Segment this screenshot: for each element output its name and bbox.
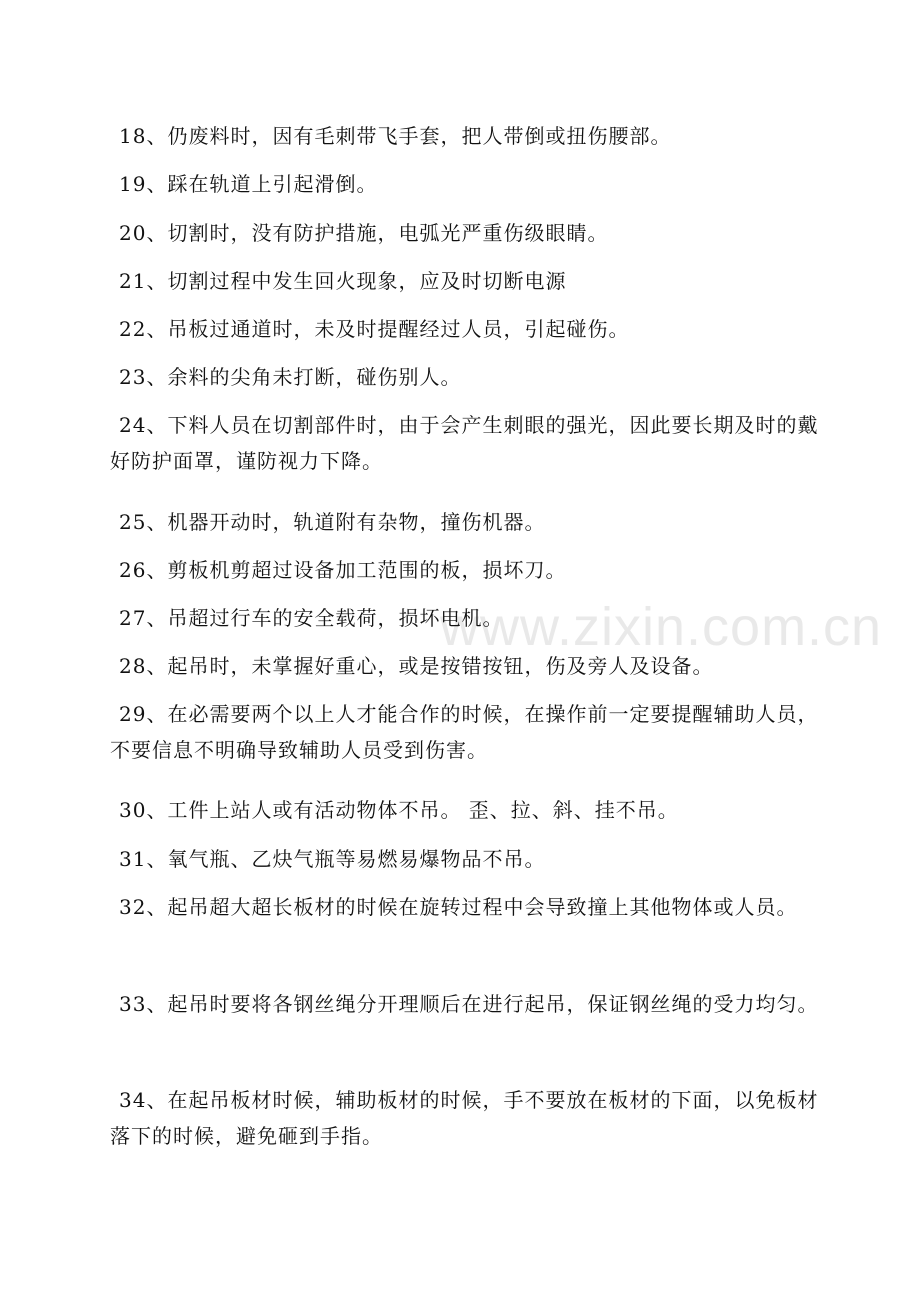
list-item: 26、剪板机剪超过设备加工范围的板，损坏刀。 (119, 558, 567, 582)
list-item: 31、氧气瓶、乙炔气瓶等易燃易爆物品不吊。 (119, 847, 546, 871)
list-item: 32、起吊超大超长板材的时候在旋转过程中会导致撞上其他物体或人员。 (119, 895, 798, 919)
list-item: 22、吊板过通道时，未及时提醒经过人员，引起碰伤。 (119, 317, 630, 341)
watermark: www.zixin.com.cn (440, 597, 883, 657)
list-item: 34、在起吊板材时候，辅助板材的时候，手不要放在板材的下面，以免板材落下的时候，避免砸到手指。 (110, 1088, 819, 1148)
list-item: 19、踩在轨道上引起滑倒。 (119, 172, 378, 196)
list-item: 21、切割过程中发生回火现象，应及时切断电源 (119, 269, 567, 293)
list-item: 33、起吊时要将各钢丝绳分开理顺后在进行起吊，保证钢丝绳的受力均匀。 (119, 992, 819, 1016)
list-item: 27、吊超过行车的安全载荷，损坏电机。 (119, 606, 504, 630)
list-item: 30、工件上站人或有活动物体不吊。 歪、拉、斜、挂不吊。 (119, 798, 679, 822)
list-item: 29、在必需要两个以上人才能合作的时候，在操作前一定要提醒辅助人员，不要信息不明确导致辅助人员受到伤害。 (110, 702, 819, 762)
list-item: 20、切割时，没有防护措施，电弧光严重伤级眼睛。 (119, 221, 609, 245)
list-item: 25、机器开动时，轨道附有杂物，撞伤机器。 (119, 510, 546, 534)
list-item: 28、起吊时，未掌握好重心，或是按错按钮，伤及旁人及设备。 (119, 654, 714, 678)
list-item: 24、下料人员在切割部件时，由于会产生刺眼的强光，因此要长期及时的戴好防护面罩，谨防视力下降。 (110, 413, 819, 473)
list-item: 18、仍废料时，因有毛刺带飞手套，把人带倒或扭伤腰部。 (119, 124, 672, 148)
list-item: 23、余料的尖角未打断，碰伤别人。 (119, 365, 462, 389)
